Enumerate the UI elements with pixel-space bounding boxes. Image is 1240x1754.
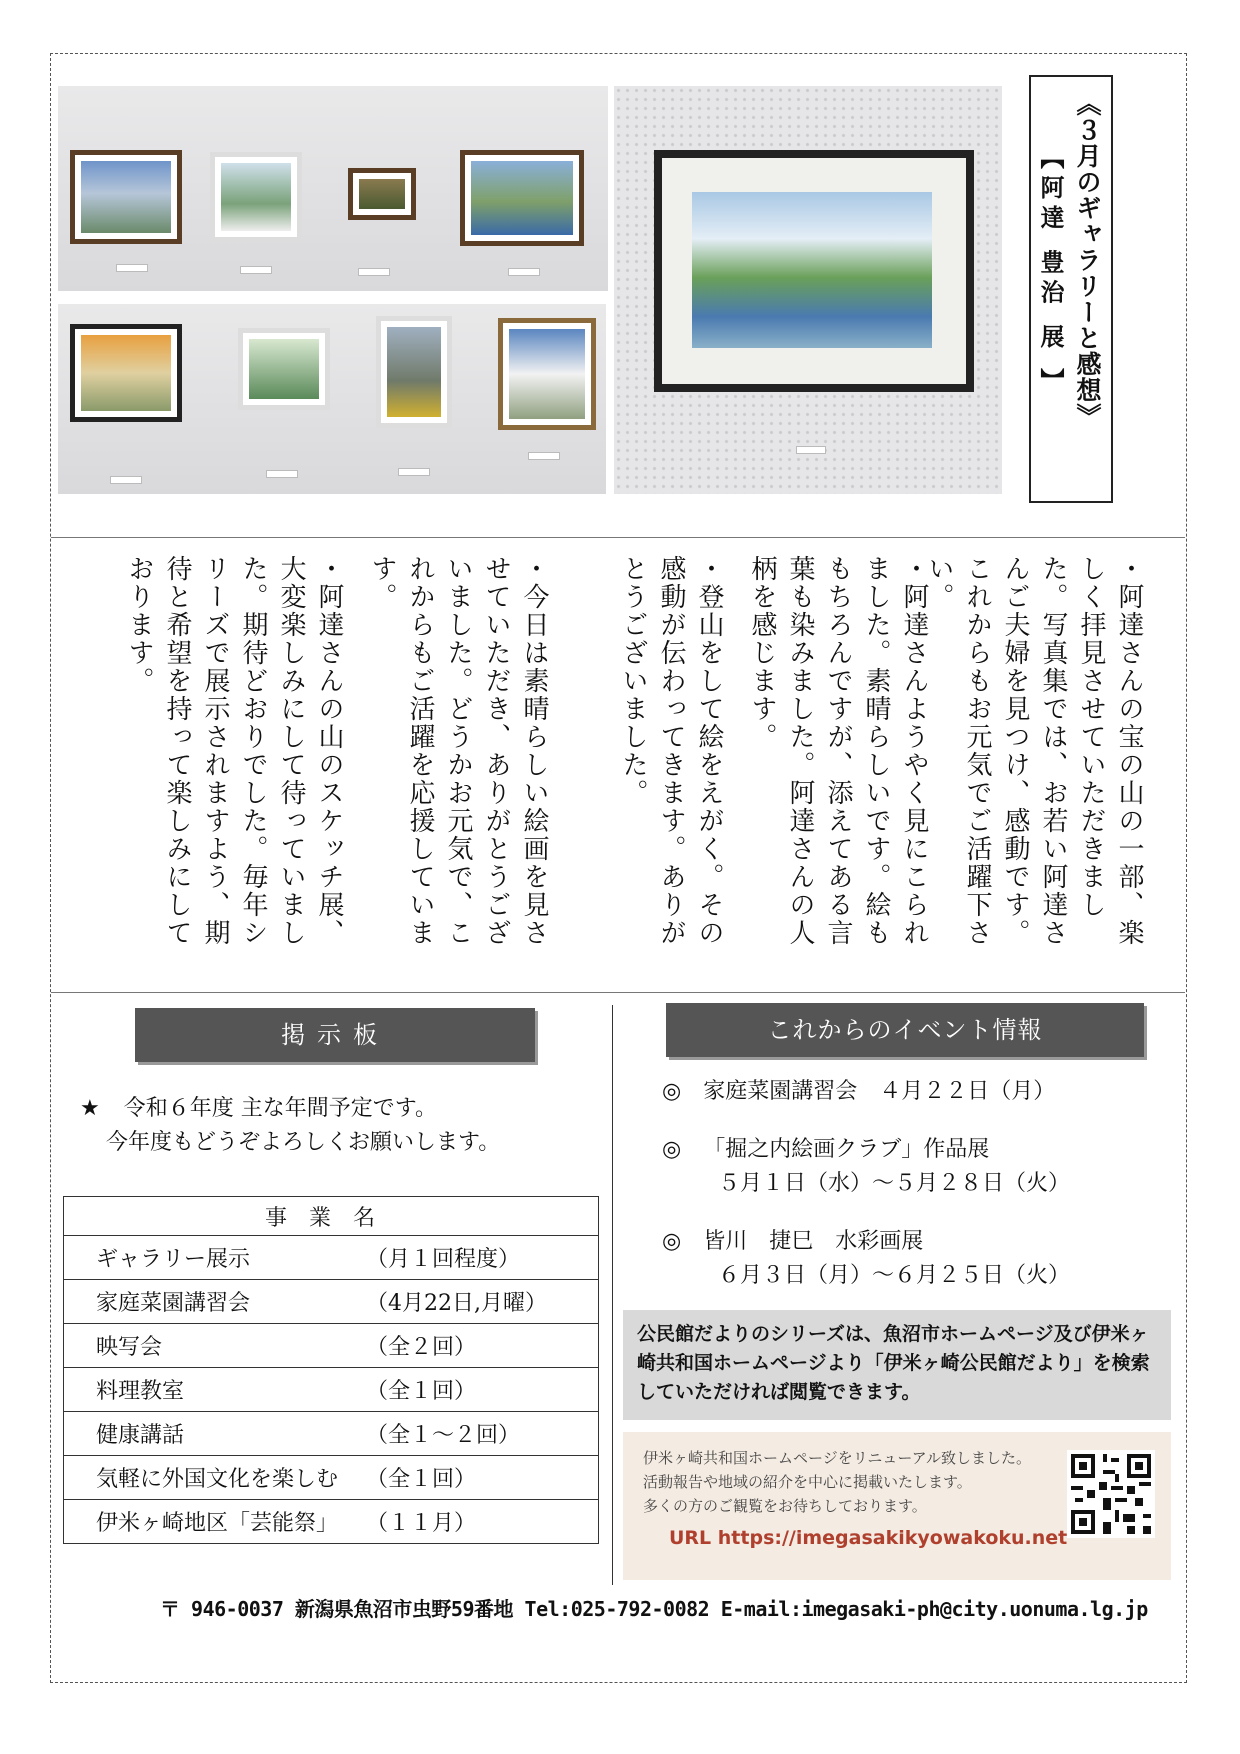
table-row bbox=[64, 1500, 599, 1544]
event-title: 「掘之内絵画クラブ」作品展 bbox=[703, 1137, 990, 1162]
schedule-name: 気軽に外国文化を楽しむ bbox=[96, 1467, 339, 1492]
schedule-name: 映写会 bbox=[96, 1335, 163, 1360]
table-row bbox=[64, 1456, 599, 1500]
homepage-url-link[interactable]: URL https://imegasakikyowakoku.net bbox=[669, 1527, 1068, 1549]
event-2 bbox=[662, 1133, 1070, 1201]
schedule-name: 健康講話 bbox=[96, 1423, 185, 1448]
schedule-detail: （全１回） bbox=[366, 1379, 477, 1404]
title-sub: 【阿達 豊治 展 】 bbox=[1036, 145, 1064, 399]
double-circle-icon: ◎ bbox=[662, 1229, 682, 1254]
qr-code-icon bbox=[1067, 1450, 1155, 1538]
gallery-photo-bottom bbox=[58, 304, 606, 494]
notice-line-1: 令和６年度 主な年間予定です。 bbox=[123, 1096, 437, 1121]
schedule-detail: （全２回） bbox=[366, 1335, 477, 1360]
comments-section bbox=[88, 555, 1148, 965]
gallery-photo-top bbox=[58, 86, 608, 291]
section-divider bbox=[51, 537, 1185, 538]
schedule-name: 伊米ヶ崎地区「芸能祭」 bbox=[96, 1511, 339, 1536]
schedule-name: 料理教室 bbox=[96, 1379, 185, 1404]
board-header: 掲示板 bbox=[135, 1008, 535, 1062]
homepage-line-1: 伊米ヶ崎共和国ホームページをリニューアル致しました。 bbox=[643, 1449, 1032, 1467]
comment-4: ・今日は素晴らしい絵画を見させていただき、ありがとうございました。どうかお元気で、これからもご活躍を応援しています。 bbox=[367, 555, 549, 947]
event-3 bbox=[662, 1225, 1070, 1293]
event-1 bbox=[662, 1075, 1055, 1109]
schedule-table bbox=[63, 1196, 599, 1544]
featured-painting-photo bbox=[614, 86, 1002, 494]
series-note: 公民館だよりのシリーズは、魚沼市ホームページ及び伊米ヶ崎共和国ホームページより「伊米ヶ崎公民館だより」を検索していただければ閲覧できます。 bbox=[623, 1310, 1171, 1420]
event-dates: ６月３日（月）～６月２５日（火） bbox=[718, 1263, 1071, 1288]
table-row bbox=[64, 1236, 599, 1280]
table-row bbox=[64, 1280, 599, 1324]
comment-5: ・阿達さんの山のスケッチ展、大変楽しみにして待っていました。期待どおりでした。毎年シリーズで展示されますよう、期待と希望を持って楽しみにしております。 bbox=[124, 555, 344, 947]
event-title: 家庭菜園講習会 ４月２２日（月） bbox=[703, 1079, 1056, 1104]
board-notice bbox=[80, 1092, 600, 1160]
schedule-detail: （１１月） bbox=[366, 1511, 477, 1536]
schedule-name: ギャラリー展示 bbox=[96, 1247, 251, 1272]
notice-line-2: 今年度もどうぞよろしくお願いします。 bbox=[106, 1130, 501, 1155]
event-dates: ５月１日（水）～５月２８日（火） bbox=[718, 1171, 1071, 1196]
schedule-detail: （4月22日,月曜） bbox=[366, 1291, 547, 1316]
column-divider bbox=[612, 1005, 613, 1585]
schedule-detail: （月１回程度） bbox=[366, 1247, 521, 1272]
schedule-table-header: 事業名 bbox=[64, 1197, 599, 1236]
comment-2: ・阿達さんようやく見にこられました。素晴らしいです。絵ももちろんですが、添えてある言葉も染みました。阿達さんの人柄を感じます。 bbox=[747, 555, 929, 947]
title-main: 《３月のギャラリーと感想》 bbox=[1073, 91, 1102, 429]
footer-address: 〒 946-0037 新潟県魚沼市虫野59番地 Tel:025-792-0082 E-mail:imegasaki-ph@city.uonuma.lg.jp bbox=[160, 1597, 1148, 1621]
double-circle-icon: ◎ bbox=[662, 1137, 682, 1162]
schedule-name: 家庭菜園講習会 bbox=[96, 1291, 251, 1316]
section-divider bbox=[51, 992, 1185, 993]
schedule-detail: （全１回） bbox=[366, 1467, 477, 1492]
homepage-notice bbox=[623, 1432, 1171, 1580]
title-box bbox=[1029, 75, 1113, 503]
event-title: 皆川 捷巳 水彩画展 bbox=[703, 1229, 924, 1254]
table-row bbox=[64, 1368, 599, 1412]
events-header: これからのイベント情報 bbox=[666, 1003, 1144, 1057]
homepage-line-2: 活動報告や地域の紹介を中心に掲載いたします。 bbox=[643, 1473, 972, 1491]
double-circle-icon: ◎ bbox=[662, 1079, 682, 1104]
table-row bbox=[64, 1324, 599, 1368]
star-icon: ★ bbox=[80, 1096, 100, 1121]
comment-1: ・阿達さんの宝の山の一部、楽しく拝見させていただきました。写真集では、お若い阿達さんご夫婦を見つけ、感動です。これからもお元気でご活躍下さい。 bbox=[924, 555, 1144, 947]
table-row bbox=[64, 1412, 599, 1456]
homepage-line-3: 多くの方のご観覧をお待ちしております。 bbox=[643, 1497, 927, 1515]
comment-3: ・登山をして絵をえがく。その感動が伝わってきます。ありがとうございました。 bbox=[618, 555, 724, 947]
schedule-detail: （全１～２回） bbox=[366, 1423, 521, 1448]
